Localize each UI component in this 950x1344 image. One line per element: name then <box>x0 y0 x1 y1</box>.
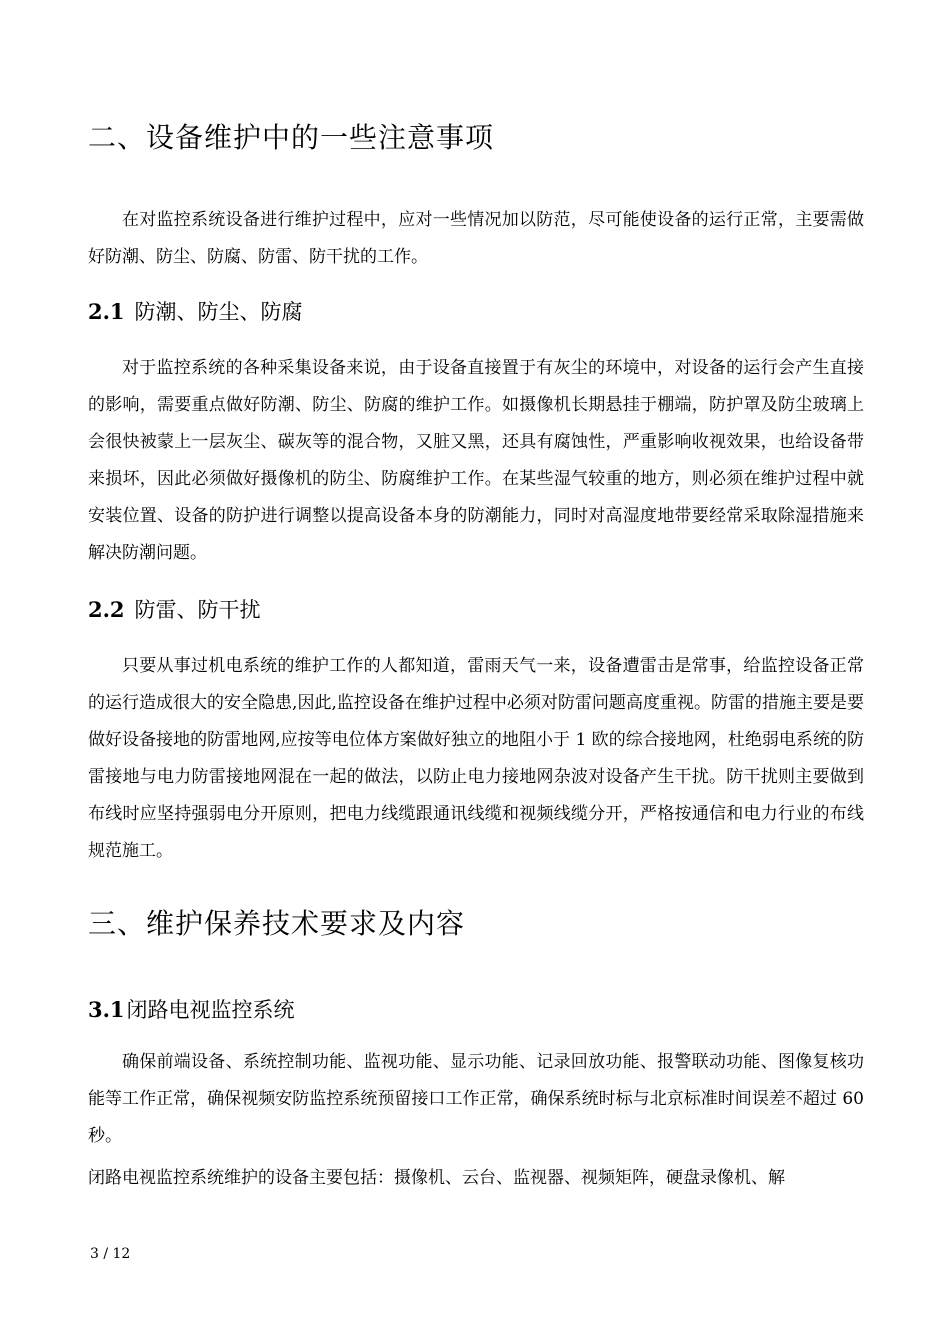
section-2-1-heading <box>88 296 303 326</box>
chapter-2-heading: 二、设备维护中的一些注意事项 <box>88 121 495 154</box>
page-number: 3 / 12 <box>90 1246 131 1262</box>
section-title: 防潮、防尘、防腐 <box>134 300 303 324</box>
section-3-1-paragraph: 确保前端设备、系统控制功能、监视功能、显示功能、记录回放功能、报警联动功能、图像复核功能等工作正常，确保视频安防监控系统预留接口工作正常，确保系统时标与北京标准时间误差不超过 60 秒。 <box>88 1052 864 1146</box>
section-title: 防雷、防干扰 <box>134 598 261 622</box>
section-2-2-paragraph: 只要从事过机电系统的维护工作的人都知道，雷雨天气一来，设备遭雷击是常事，给监控设备正常的运行造成很大的安全隐患,因此,监控设备在维护过程中必须对防雷问题高度重视。防雷的措施主要是要做好设备接地的防雷地网,应按等电位体方案做好独立的地阻小于 1 欧的综合接地网，杜绝弱电系统的防雷接地与电力防雷接地网混在一起的做法，以防止电力接地网杂波对设备产生干扰。防干扰则主要做到布线时应坚持强弱电分开原则，把电力线缆跟通讯线缆和视频线缆分开，严格按通信和电力行业的布线规范施工。 <box>88 656 864 861</box>
section-2-2-heading <box>88 594 261 624</box>
section-2-1-paragraph: 对于监控系统的各种采集设备来说，由于设备直接置于有灰尘的环境中，对设备的运行会产生直接的影响，需要重点做好防潮、防尘、防腐的维护工作。如摄像机长期悬挂于棚端，防护罩及防尘玻璃上会很快被蒙上一层灰尘、碳灰等的混合物，又脏又黑，还具有腐蚀性，严重影响收视效果，也给设备带来损坏，因此必须做好摄像机的防尘、防腐维护工作。在某些湿气较重的地方，则必须在维护过程中就安装位置、设备的防护进行调整以提高设备本身的防潮能力，同时对高湿度地带要经常采取除湿措施来解决防潮问题。 <box>88 358 864 563</box>
chapter-3-heading: 三、维护保养技术要求及内容 <box>88 907 466 940</box>
section-3-1-paragraph-continued: 闭路电视监控系统维护的设备主要包括：摄像机、云台、监视器、视频矩阵，硬盘录像机、解 <box>88 1168 785 1188</box>
section-title: 闭路电视监控系统 <box>126 998 295 1022</box>
section-number: 3.1 <box>88 997 125 1022</box>
section-3-1-heading <box>88 994 295 1024</box>
section-number: 2.2 <box>88 597 125 622</box>
chapter-2-intro-paragraph: 在对监控系统设备进行维护过程中，应对一些情况加以防范，尽可能使设备的运行正常，主要需做好防潮、防尘、防腐、防雷、防干扰的工作。 <box>88 210 864 267</box>
section-number: 2.1 <box>88 299 125 324</box>
